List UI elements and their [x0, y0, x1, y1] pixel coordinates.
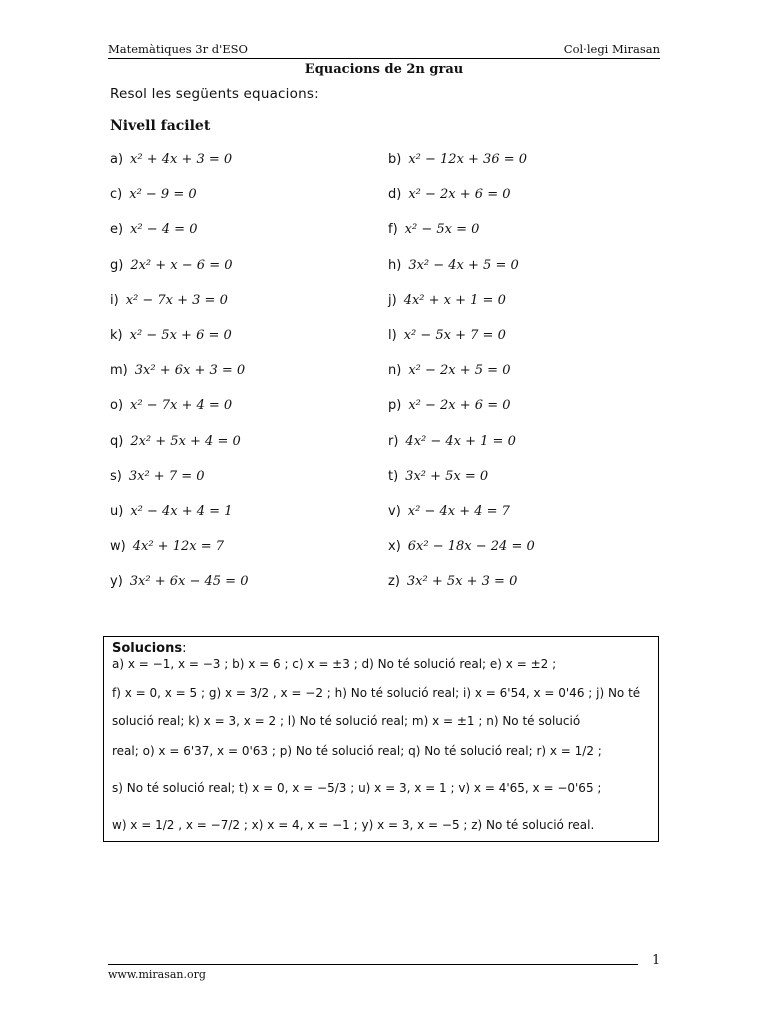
- equation-expression: x² − 4 = 0: [130, 222, 198, 238]
- equation-expression: x² − 7x + 4 = 0: [130, 398, 233, 414]
- equation-label: v): [388, 504, 401, 519]
- equation-label: q): [110, 433, 124, 449]
- equation-item: [110, 434, 241, 449]
- equation-label: x): [388, 539, 401, 555]
- page-number: 1: [652, 953, 661, 968]
- equation-expression: x² − 2x + 5 = 0: [408, 363, 511, 379]
- equation-label: s): [110, 468, 122, 484]
- equation-label: d): [388, 187, 402, 203]
- equation-label: a): [110, 152, 124, 167]
- equation-expression: x² + 4x + 3 = 0: [130, 152, 233, 167]
- equation-label: k): [110, 328, 123, 343]
- equation-expression: x² − 2x + 6 = 0: [408, 187, 511, 203]
- equation-item: [110, 187, 197, 202]
- equation-expression: 3x² − 4x + 5 = 0: [408, 257, 519, 273]
- equation-item: [110, 574, 248, 589]
- equation-expression: 4x² + 12x = 7: [132, 539, 224, 555]
- equation-item: [388, 539, 535, 554]
- equation-expression: 4x² − 4x + 1 = 0: [405, 433, 516, 449]
- equation-item: [110, 398, 232, 413]
- equation-label: t): [388, 468, 399, 484]
- equation-item: [388, 504, 510, 519]
- equation-item: [388, 328, 506, 343]
- equation-item: [388, 152, 527, 167]
- equation-label: n): [388, 363, 402, 379]
- equation-item: [388, 222, 479, 237]
- equation-label: y): [110, 574, 123, 590]
- equation-expression: x² − 5x + 7 = 0: [403, 328, 506, 343]
- header-subject: Matemàtiques 3r d'ESO: [108, 42, 248, 56]
- equation-expression: x² − 9 = 0: [129, 187, 197, 203]
- equation-label: w): [110, 539, 126, 555]
- solution-line: w) x = 1/2 , x = −7/2 ; x) x = 4, x = −1 ; y) x = 3, x = −5 ; z) No té solució real.: [112, 818, 595, 832]
- equation-expression: x² − 7x + 3 = 0: [125, 292, 228, 308]
- solution-line: a) x = −1, x = −3 ; b) x = 6 ; c) x = ±3 ; d) No té solució real; e) x = ±2 ;: [112, 657, 557, 671]
- equation-expression: x² − 5x + 6 = 0: [129, 328, 232, 343]
- equation-item: [110, 293, 228, 308]
- equation-label: m): [110, 363, 128, 379]
- equation-expression: x² − 5x = 0: [404, 222, 480, 238]
- equation-expression: x² − 2x + 6 = 0: [408, 398, 511, 414]
- equation-expression: 3x² + 7 = 0: [128, 468, 205, 484]
- equation-label: e): [110, 222, 124, 238]
- equation-item: [110, 539, 224, 554]
- equation-item: [388, 434, 516, 449]
- equation-label: b): [388, 152, 402, 167]
- equation-expression: 3x² + 6x − 45 = 0: [129, 574, 249, 590]
- equation-item: [388, 187, 511, 202]
- equation-label: p): [388, 398, 402, 414]
- equation-label: z): [388, 574, 400, 590]
- equation-expression: 4x² + x + 1 = 0: [403, 292, 506, 308]
- equation-item: [110, 469, 205, 484]
- footer-rule: [108, 964, 638, 965]
- equation-item: [110, 504, 232, 519]
- equation-item: [110, 258, 233, 273]
- footer-url: www.mirasan.org: [108, 968, 206, 981]
- solution-line: solució real; k) x = 3, x = 2 ; l) No té solució real; m) x = ±1 ; n) No té solució: [112, 714, 581, 728]
- equation-item: [388, 574, 517, 589]
- equation-label: f): [388, 222, 398, 238]
- equation-item: [388, 258, 519, 273]
- equation-item: [110, 222, 197, 237]
- solutions-title: Solucions:: [112, 641, 187, 656]
- equation-label: c): [110, 187, 123, 203]
- equation-expression: 2x² + x − 6 = 0: [130, 257, 233, 273]
- equation-item: [388, 293, 506, 308]
- equation-item: [388, 469, 488, 484]
- instructions: Resol les següents equacions:: [110, 86, 319, 102]
- equation-expression: 3x² + 5x = 0: [405, 468, 489, 484]
- equation-expression: x² − 4x + 4 = 7: [407, 504, 510, 519]
- header-school: Col·legi Mirasan: [563, 42, 660, 56]
- page-header: [108, 40, 660, 59]
- equation-item: [110, 328, 232, 343]
- equation-item: [388, 398, 511, 413]
- equation-expression: 3x² + 5x + 3 = 0: [406, 574, 518, 590]
- solution-line: s) No té solució real; t) x = 0, x = −5/3 ; u) x = 3, x = 1 ; v) x = 4'65, x = −0'65 ;: [112, 781, 602, 795]
- solution-line: real; o) x = 6'37, x = 0'63 ; p) No té solució real; q) No té solució real; r) x = 1/2 ;: [112, 744, 602, 758]
- page-title: Equacions de 2n grau: [304, 62, 464, 77]
- level-heading: Nivell facilet: [110, 118, 211, 134]
- equation-label: o): [110, 398, 124, 414]
- equation-label: g): [110, 257, 124, 273]
- equation-expression: x² − 4x + 4 = 1: [130, 504, 233, 519]
- equation-expression: x² − 12x + 36 = 0: [408, 152, 528, 167]
- solutions-box: [103, 636, 659, 842]
- equation-item: [388, 363, 510, 378]
- equation-label: r): [388, 433, 399, 449]
- equation-label: j): [388, 292, 397, 308]
- equation-item: [110, 152, 232, 167]
- equation-label: h): [388, 257, 402, 273]
- equation-expression: 2x² + 5x + 4 = 0: [130, 433, 241, 449]
- equation-expression: 6x² − 18x − 24 = 0: [407, 539, 535, 555]
- solution-line: f) x = 0, x = 5 ; g) x = 3/2 , x = −2 ; h) No té solució real; i) x = 6'54, x = 0'46 ; j) No té: [112, 686, 641, 700]
- equation-label: l): [388, 328, 397, 343]
- equation-label: u): [110, 504, 124, 519]
- equation-item: [110, 363, 245, 378]
- equation-expression: 3x² + 6x + 3 = 0: [134, 363, 246, 379]
- equation-label: i): [110, 292, 119, 308]
